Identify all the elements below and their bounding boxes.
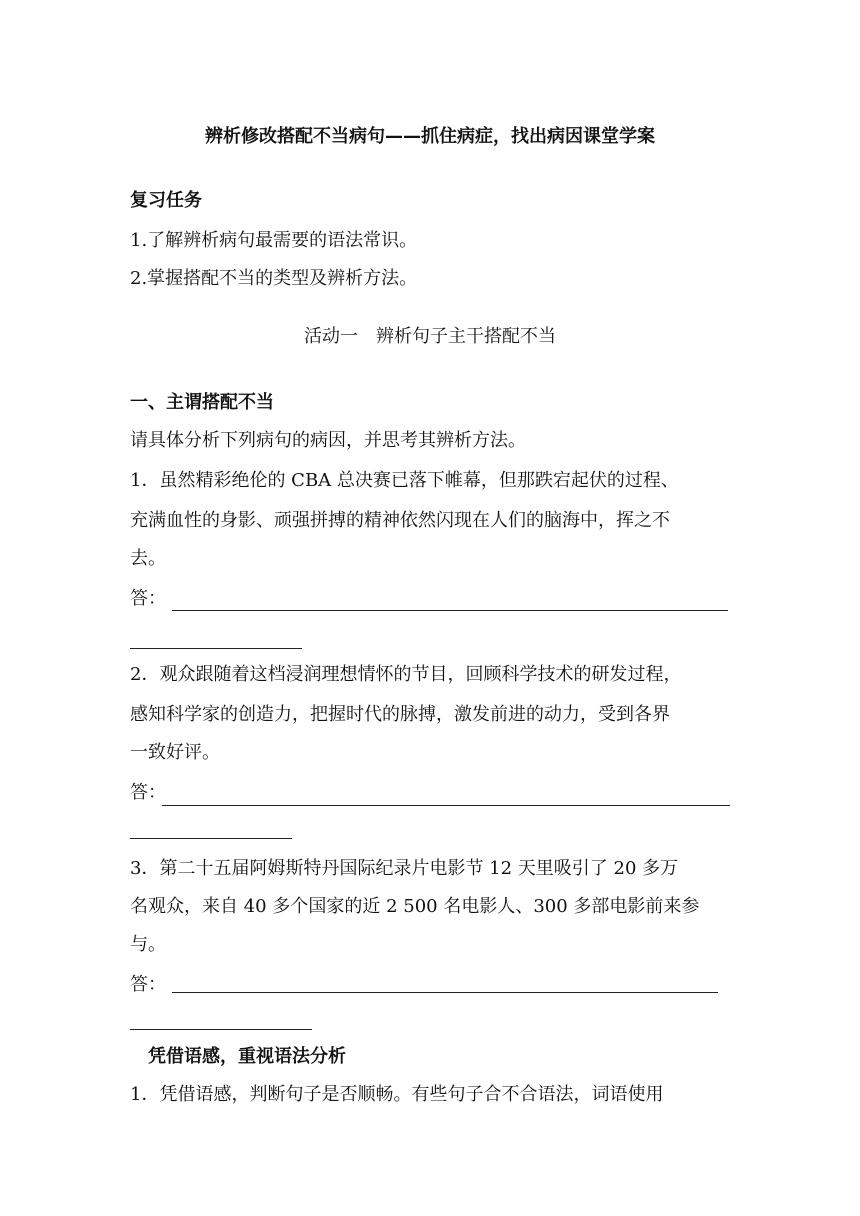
answer-line-3[interactable] bbox=[172, 992, 718, 993]
question-1-line-2: 充满血性的身影、顽强拼搏的精神依然闪现在人们的脑海中，挥之不 bbox=[130, 510, 670, 531]
tip-heading: 凭借语感，重视语法分析 bbox=[148, 1046, 346, 1067]
activity-title: 活动一 辨析句子主干搭配不当 bbox=[304, 326, 556, 347]
question-2-line-3: 一致好评。 bbox=[130, 742, 220, 763]
answer-label-3: 答： bbox=[130, 974, 166, 995]
answer-line-1-cont[interactable] bbox=[130, 648, 302, 649]
question-3-line-2: 名观众，来自 40 多个国家的近 2 500 名电影人、300 多部电影前来参 bbox=[130, 896, 700, 917]
answer-line-1[interactable] bbox=[172, 610, 728, 611]
instruction-text: 请具体分析下列病句的病因，并思考其辨析方法。 bbox=[130, 430, 526, 451]
review-item-1: 1.了解辨析病句最需要的语法常识。 bbox=[130, 230, 418, 251]
tip-line-1: 1．凭借语感，判断句子是否顺畅。有些句子合不合语法，词语使用 bbox=[130, 1084, 664, 1105]
answer-label-2: 答： bbox=[130, 782, 166, 803]
review-item-2: 2.掌握搭配不当的类型及辨析方法。 bbox=[130, 268, 418, 289]
question-1-line-3: 去。 bbox=[130, 548, 166, 569]
question-3-line-3: 与。 bbox=[130, 934, 166, 955]
page-title: 辨析修改搭配不当病句——抓住病症，找出病因课堂学案 bbox=[205, 126, 655, 147]
question-2-line-1: 2．观众跟随着这档浸润理想情怀的节目，回顾科学技术的研发过程， bbox=[130, 664, 682, 685]
question-3-line-1: 3．第二十五届阿姆斯特丹国际纪录片电影节 12 天里吸引了 20 多万 bbox=[130, 858, 679, 879]
answer-line-2-cont[interactable] bbox=[130, 838, 292, 839]
answer-line-3-cont[interactable] bbox=[130, 1029, 312, 1030]
question-1-line-1: 1．虽然精彩绝伦的 CBA 总决赛已落下帷幕，但那跌宕起伏的过程、 bbox=[130, 470, 679, 491]
answer-label-1: 答： bbox=[130, 588, 166, 609]
question-2-line-2: 感知科学家的创造力，把握时代的脉搏，激发前进的动力，受到各界 bbox=[130, 704, 670, 725]
section-heading: 一、主谓搭配不当 bbox=[130, 392, 274, 413]
answer-line-2[interactable] bbox=[162, 805, 730, 806]
review-heading: 复习任务 bbox=[130, 190, 202, 211]
